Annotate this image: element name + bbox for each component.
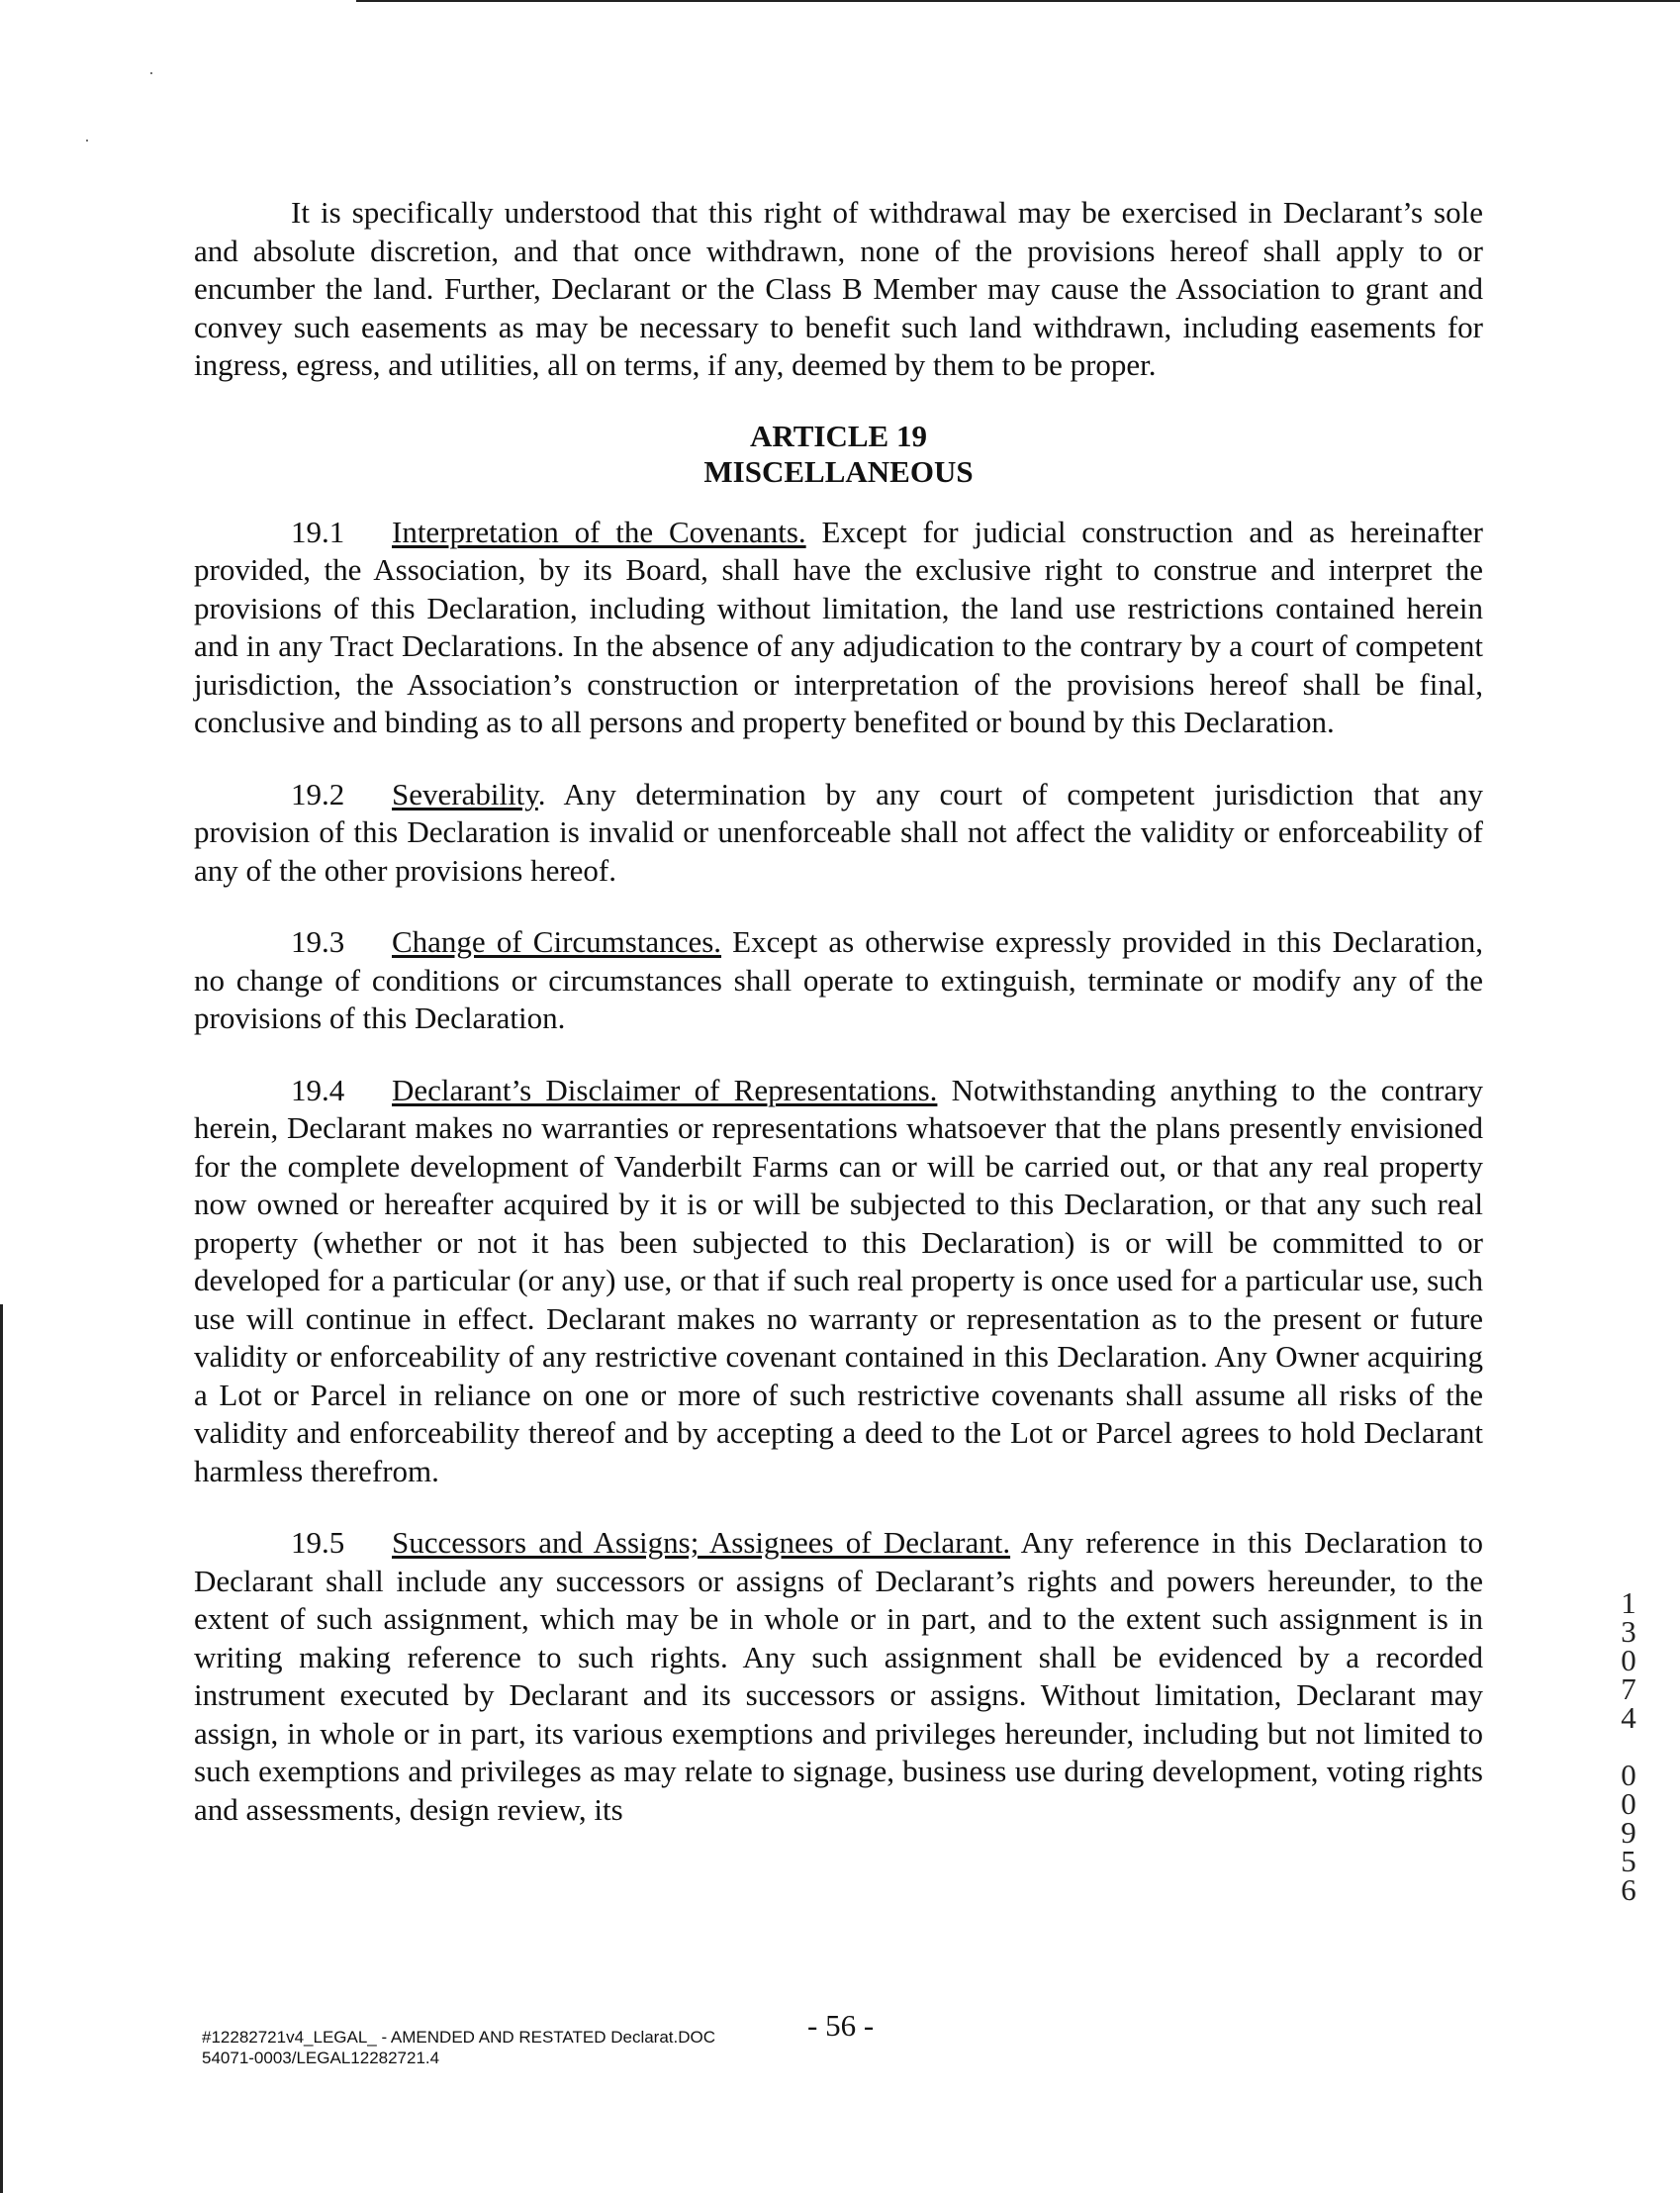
section-body: Any reference in this Declaration to Declarant shall include any successors or assigns of Declarant’s rights and powers hereunder, to the extent of such assignment, which may be in whole or in part, and to the extent such assignment is in writing making reference to such rights. Any such assignment shall be evidenced by a recorded instrument executed by Declarant and its successors or assigns. Without limitation, Declarant may assign, in whole or in part, its various exemptions and privileges hereunder, including but not limited to such exemptions and privileges as may relate to signage, business use during development, voting rights and assessments, design review, its xyxy=(194,1525,1483,1827)
section-title: Successors and Assigns; Assignees of Declarant. xyxy=(392,1525,1011,1560)
article-heading xyxy=(194,419,1483,490)
section-title: Interpretation of the Covenants. xyxy=(392,514,806,549)
document-page xyxy=(194,194,1483,1829)
section-number: 19.3 xyxy=(291,924,345,959)
section-number: 19.1 xyxy=(291,514,345,549)
section-body: Notwithstanding anything to the contrary herein, Declarant makes no warranties or representations whatsoever that the plans presently envisioned for the complete development of Vanderbilt Farms can or will be carried out, or that any real property now owned or hereafter acquired by it is or will be subjected to this Declaration, or that any such real property (whether or not it has been subjected to this Declaration) is or will be committed to or developed for a particular (or any) use, or that if such real property is once used for a particular use, such use will continue in effect. Declarant makes no warranty or representation as to the present or future validity or enforceability of any restrictive covenant contained in this Declaration. Any Owner acquiring a Lot or Parcel in reliance on one or more of such restrictive covenants shall assume all risks of the validity and enforceability thereof and by accepting a deed to the Lot or Parcel agrees to hold Declarant harmless therefrom. xyxy=(194,1072,1483,1488)
stamp-digit: 7 xyxy=(1621,1671,1636,1706)
page-footer xyxy=(202,2008,875,2068)
stamp-digit: 0 xyxy=(1621,1786,1636,1821)
section-title: Declarant’s Disclaimer of Representations. xyxy=(392,1072,938,1107)
scan-speck xyxy=(150,72,152,74)
stamp-digit: 5 xyxy=(1621,1844,1636,1878)
section-19-2 xyxy=(194,776,1483,891)
section-19-1 xyxy=(194,514,1483,742)
stamp-digit: 3 xyxy=(1621,1614,1636,1649)
recording-stamp xyxy=(1611,1585,1646,1907)
section-19-4 xyxy=(194,1072,1483,1491)
section-body: Except as otherwise expressly provided in this Declaration, no change of conditions or circumstances shall operate to extinguish, terminate or modify any of the provisions of this Declaration. xyxy=(194,924,1483,1035)
stamp-digit: 4 xyxy=(1621,1700,1636,1735)
stamp-digit: 0 xyxy=(1621,1643,1636,1677)
stamp-digit: 6 xyxy=(1621,1872,1636,1907)
stamp-digit: 1 xyxy=(1621,1585,1636,1620)
section-body: Except for judicial construction and as hereinafter provided, the Association, by its Board, shall have the exclusive right to construe and interpret the provisions of this Declaration, including without limitation, the land use restrictions contained herein and in any Tract Declarations. In the absence of any adjudication to the contrary by a court of competent jurisdiction, the Association’s construction or interpretation of the provisions hereof shall be final, conclusive and binding as to all persons and property benefited or bound by this Declaration. xyxy=(194,514,1483,739)
page-number: - 56 - xyxy=(807,2008,875,2043)
footer-doc-ref: 54071-0003/LEGAL12282721.4 xyxy=(202,2049,440,2067)
footer-doc-id: #12282721v4_LEGAL_ - AMENDED AND RESTATED Declarat.DOC xyxy=(202,2028,716,2047)
stamp-digit: 0 xyxy=(1621,1758,1636,1792)
scan-speck xyxy=(86,140,88,142)
section-number: 19.5 xyxy=(291,1525,345,1560)
section-number: 19.2 xyxy=(291,776,345,811)
section-body: . Any determination by any court of competent jurisdiction that any provision of this Declaration is invalid or unenforceable shall not affect the validity or enforceability of any of the other provisions hereof. xyxy=(194,776,1483,888)
stamp-spacer xyxy=(1611,1732,1646,1761)
stamp-digit: 9 xyxy=(1621,1815,1636,1850)
section-title: Severability xyxy=(392,776,538,811)
section-19-5 xyxy=(194,1524,1483,1829)
section-title: Change of Circumstances. xyxy=(392,924,722,959)
article-number: ARTICLE 19 xyxy=(750,418,927,453)
intro-paragraph: It is specifically understood that this right of withdrawal may be exercised in Declarant’s sole and absolute discretion, and that once withdrawn, none of the provisions hereof shall apply to or encumber the land. Further, Declarant or the Class B Member may cause the Association to grant and convey such easements as may be necessary to benefit such land withdrawn, including easements for ingress, egress, and utilities, all on terms, if any, deemed by them to be proper. xyxy=(194,195,1483,382)
scan-border-top xyxy=(356,0,1680,2)
scan-border-left xyxy=(0,1304,3,2193)
article-title: MISCELLANEOUS xyxy=(703,453,974,489)
section-number: 19.4 xyxy=(291,1072,345,1107)
section-19-3 xyxy=(194,923,1483,1038)
